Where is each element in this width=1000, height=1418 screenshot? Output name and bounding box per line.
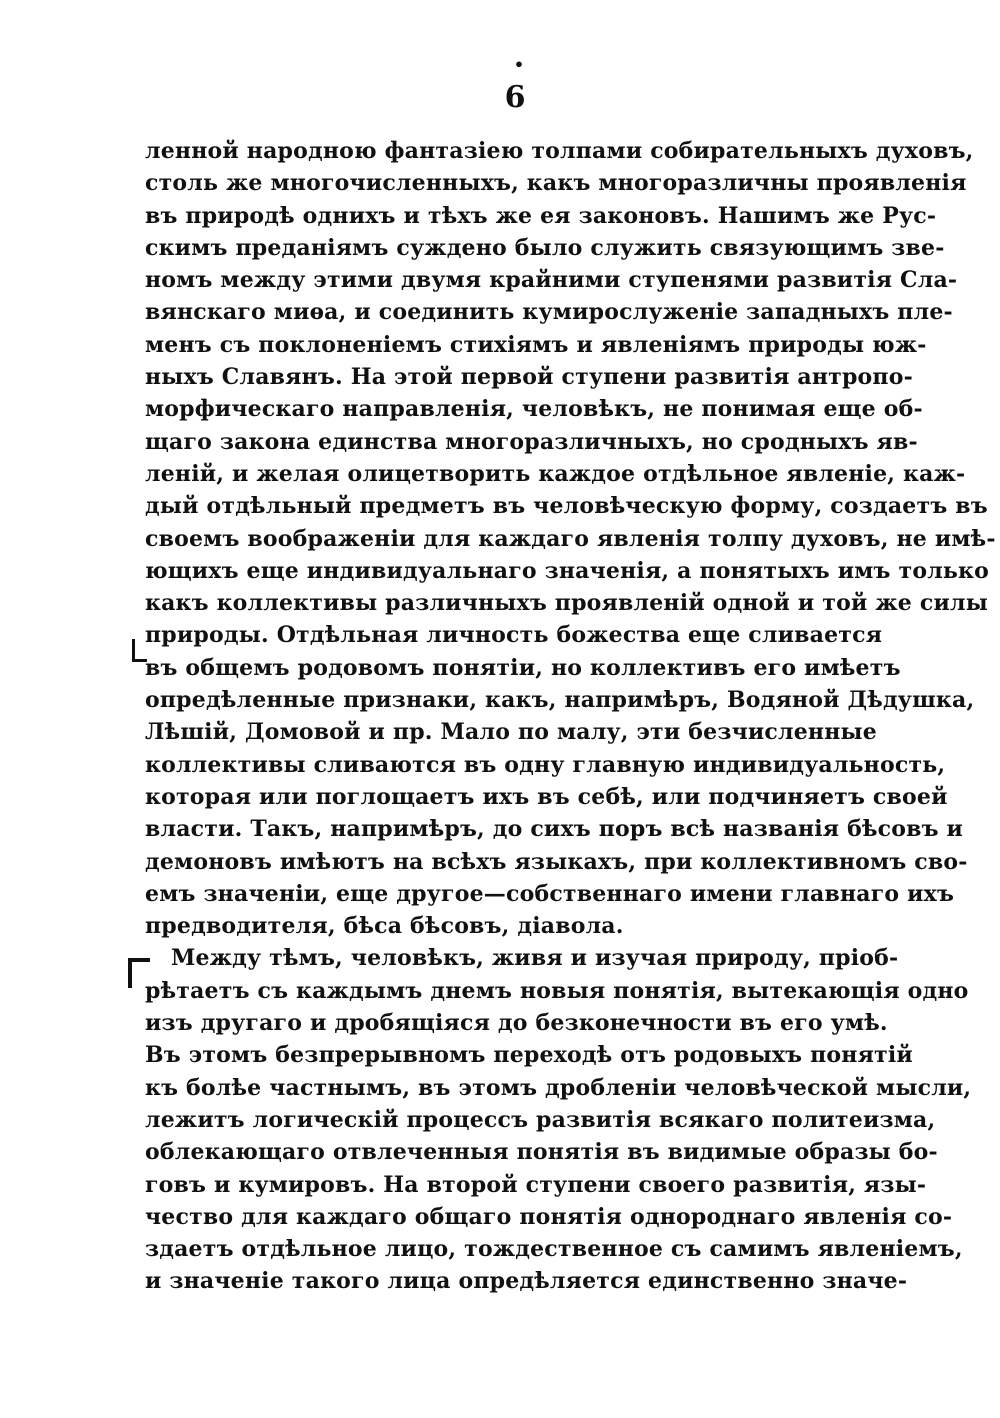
text-line: демоновъ имѣютъ на всѣхъ языкахъ, при коллективномъ сво- — [145, 848, 968, 875]
text-line: власти. Такъ, напримѣръ, до сихъ поръ всѣ названія бѣсовъ и — [145, 816, 964, 843]
text-line: щаго закона единства многоразличныхъ, но сродныхъ яв- — [145, 428, 918, 455]
text-line: ленной народною фантазіею толпами собирательныхъ духовъ, — [145, 138, 974, 164]
text-line: чество для каждаго общаго понятія однороднаго явленія со- — [145, 1203, 953, 1230]
text-line: здаетъ отдѣльное лицо, тождественное съ самимъ явленіемъ, — [145, 1236, 963, 1263]
paragraph-end-line: предводителя, бѣса бѣсовъ, діавола. — [145, 913, 624, 940]
text-line: въ общемъ родовомъ понятіи, но коллективъ его имѣетъ — [145, 654, 901, 681]
text-line: коллективы сливаются въ одну главную индивидуальность, — [145, 751, 946, 778]
text-line: къ болѣе частнымъ, въ этомъ дробленіи человѣческой мысли, — [145, 1074, 972, 1101]
text-line: природы. Отдѣльная личность божества еще сливается — [145, 622, 883, 649]
page-ornament: • — [513, 55, 525, 74]
text-line: ныхъ Славянъ. На этой первой ступени развитія антропо- — [145, 364, 913, 391]
text-line: столь же многочисленныхъ, какъ многоразличны проявленія — [145, 170, 967, 197]
text-line: своемъ воображеніи для каждаго явленія толпу духовъ, не имѣ- — [145, 525, 996, 552]
body-text — [145, 135, 996, 1298]
paragraph-start-line: Между тѣмъ, человѣкъ, живя и изучая природу, пріоб- — [171, 945, 899, 972]
text-line: изъ другаго и дробящіяся до безконечности въ его умѣ. — [145, 1010, 888, 1037]
text-line: Въ этомъ безпрерывномъ переходѣ отъ родовыхъ понятій — [145, 1042, 913, 1069]
text-line: скимъ преданіямъ суждено было служить связующимъ зве- — [145, 234, 945, 261]
text-line: рѣтаетъ съ каждымъ днемъ новыя понятія, вытекающія одно — [145, 977, 969, 1004]
text-line: говъ и кумировъ. На второй ступени своего развитія, язы- — [145, 1171, 927, 1198]
text-line: облекающаго отвлеченныя понятія въ видимые образы бо- — [145, 1139, 938, 1166]
text-line: емъ значеніи, еще другое—собственнаго имени главнаго ихъ — [145, 880, 955, 907]
text-line: вянскаго миѳа, и соединить кумирослуженіе западныхъ пле- — [145, 299, 953, 326]
text-line: леній, и желая олицетворить каждое отдѣльное явленіе, каж- — [145, 460, 966, 487]
text-line: которая или поглощаетъ ихъ въ себѣ, или подчиняетъ своей — [145, 783, 948, 810]
text-line: номъ между этими двумя крайними ступенями развитія Сла- — [145, 267, 958, 294]
text-line: опредѣленные признаки, какъ, напримѣръ, Водяной Дѣдушка, — [145, 687, 975, 714]
text-line: какъ коллективы различныхъ проявленій одной и той же силы — [145, 590, 988, 617]
text-line: морфическаго направленія, человѣкъ, не понимая еще об- — [145, 396, 923, 423]
text-line: Лѣшій, Домовой и пр. Мало по малу, эти безчисленные — [145, 719, 877, 746]
text-line: и значеніе такого лица опредѣляется единственно значе- — [145, 1268, 908, 1295]
text-line: лежитъ логическій процессъ развитія всякаго политеизма, — [145, 1106, 936, 1133]
text-line: менъ съ поклоненіемъ стихіямъ и явленіямъ природы юж- — [145, 331, 927, 358]
page-number: 6 — [504, 80, 526, 115]
text-line: ющихъ еще индивидуальнаго значенія, а понятыхъ имъ только — [145, 557, 989, 584]
text-line: въ природѣ однихъ и тѣхъ же ея законовъ. Нашимъ же Рус- — [145, 202, 937, 229]
text-line: дый отдѣльный предметъ въ человѣческую форму, создаетъ въ — [145, 493, 988, 520]
